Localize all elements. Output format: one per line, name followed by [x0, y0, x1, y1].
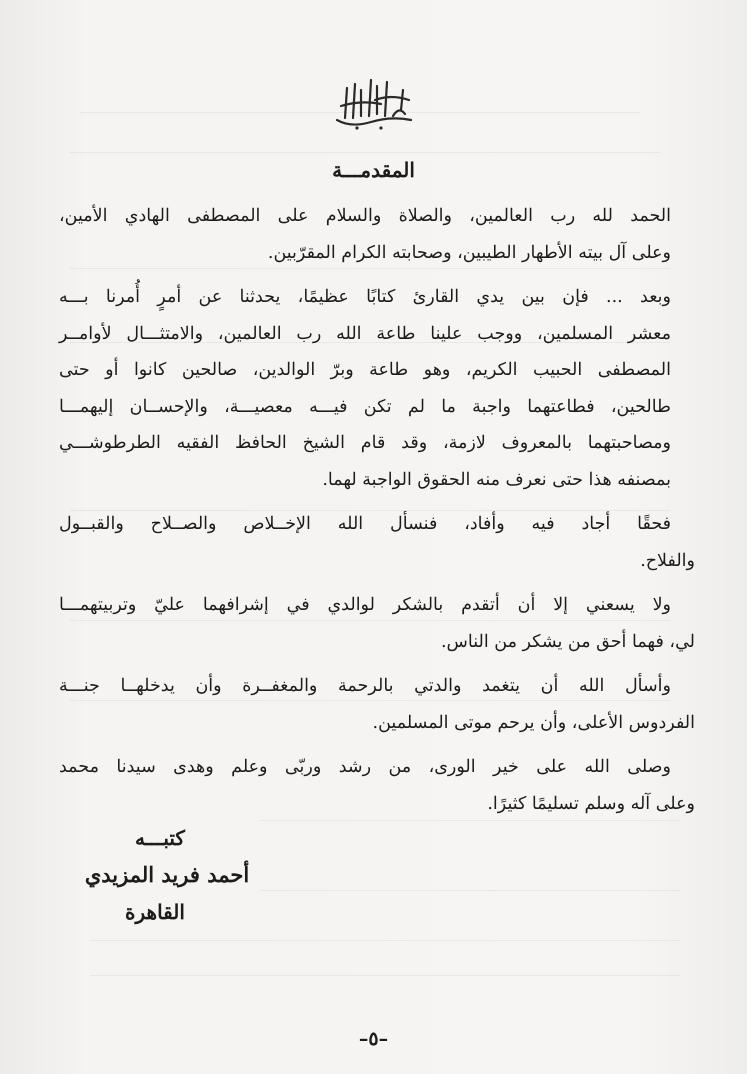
author-name: أحمد فريد المزيدي	[84, 862, 250, 887]
text-line: ومصاحبتهما بالمعروف لازمة، وقد قام الشيخ الحافظ الفقيه الطرطوشـــي	[59, 433, 671, 453]
paragraph	[59, 198, 695, 271]
paragraph	[59, 279, 695, 498]
text-line: معشر المسلمين، ووجب علينا طاعة الله رب العالمين، والامتثـــال لأوامــر	[59, 323, 671, 344]
text-line: ولا يسعني إلا أن أتقدم بالشكر لوالدي في إشرافهما عليّ وتربيتهمـــا	[59, 595, 671, 615]
page-number: –٥–	[358, 1028, 389, 1050]
text-line: وأسأل الله أن يتغمد والدتي بالرحمة والمغفــرة وأن يدخلهــا جنـــة	[59, 676, 671, 696]
basmala-calligraphy	[0, 70, 747, 138]
bleed-through-line	[90, 940, 680, 941]
text-line: المصطفى الحبيب الكريم، وهو طاعة وبرّ الوالدين، صالحين كانوا أو حتى	[59, 360, 671, 380]
paragraph	[59, 506, 695, 579]
text-line: والفلاح.	[640, 550, 695, 571]
text-line: وعلى آله وسلم تسليمًا كثيرًا.	[487, 793, 695, 814]
text-line: الفردوس الأعلى، وأن يرحم موتى المسلمين.	[372, 712, 695, 733]
paragraph	[59, 749, 695, 822]
text-line: فحقًا أجاد فيه وأفاد، فنسأل الله الإخــلاص والصــلاح والقبــول	[59, 514, 671, 534]
bleed-through-line	[260, 890, 680, 891]
text-line: وعلى آل بيته الأطهار الطيبين، وصحابته الكرام المقرّبين.	[267, 242, 671, 263]
text-line: وصلى الله على خير الورى، من رشد وربّى وعلم وهدى سيدنا محمد	[59, 757, 671, 777]
text-line: وبعد ... فإن بين يدي القارئ كتابًا عظيمًا، يحدثنا عن أمرٍ أُمرنا بـــه	[59, 287, 671, 307]
basmala-calligraphy-icon	[331, 70, 417, 134]
bleed-through-line	[90, 975, 680, 976]
body-text	[59, 198, 695, 822]
text-line: الحمد لله رب العالمين، والصلاة والسلام على المصطفى الهادي الأمين،	[59, 206, 671, 226]
page-title: المقدمـــة	[332, 158, 415, 182]
signature-label: كتبـــه	[135, 826, 185, 850]
text-line: لي، فهما أحق من يشكر من الناس.	[440, 631, 695, 652]
paragraph	[59, 587, 695, 660]
signature-city: القاهرة	[125, 900, 185, 924]
text-line: طالحين، فطاعتهما واجبة ما لم تكن فيـــه معصيـــة، والإحســان إليهمـــا	[59, 396, 671, 417]
bleed-through-line	[70, 152, 660, 153]
text-line: بمصنفه هذا حتى نعرف منه الحقوق الواجبة لهما.	[322, 469, 671, 490]
paragraph	[59, 668, 695, 741]
